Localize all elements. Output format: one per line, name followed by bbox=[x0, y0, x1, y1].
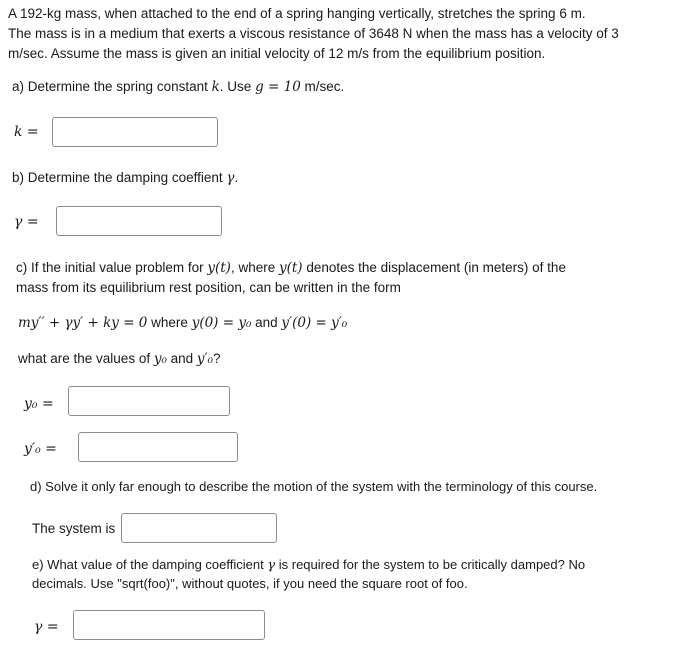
yp0-answer-input[interactable] bbox=[78, 432, 238, 462]
ode-initial-position: y(0) = y₀ bbox=[191, 315, 252, 331]
part-c-line-1 bbox=[16, 259, 566, 277]
critical-gamma-label: γ = bbox=[34, 619, 59, 635]
part-b-question-text: b) Determine the damping coeffient bbox=[12, 170, 227, 185]
y0-symbol: y₀ bbox=[153, 351, 167, 367]
ode-where: where bbox=[147, 315, 192, 330]
part-b-question-end: . bbox=[234, 170, 239, 185]
gamma-symbol-e: γ bbox=[267, 558, 276, 573]
gamma-answer-input[interactable] bbox=[56, 206, 222, 236]
part-c-line-1-suffix: denotes the displacement (in meters) of the bbox=[302, 260, 566, 275]
y0-answer-input[interactable] bbox=[68, 386, 230, 416]
problem-intro-line-2: The mass is in a medium that exerts a viscous resistance of 3648 N when the mass has a velocity of 3 bbox=[8, 26, 619, 41]
critical-gamma-input[interactable] bbox=[73, 610, 265, 640]
part-c-question bbox=[18, 350, 221, 368]
part-b-question bbox=[12, 169, 238, 187]
part-a-question bbox=[12, 78, 344, 96]
part-a-question-mid: . Use bbox=[219, 79, 256, 94]
y-of-t: y(t) bbox=[207, 260, 231, 276]
part-c-question-prefix: what are the values of bbox=[18, 351, 154, 366]
ode-initial-velocity: y′(0) = y′₀ bbox=[281, 315, 348, 331]
yp0-answer-label: y′₀ = bbox=[24, 441, 57, 457]
gamma-answer-label: γ = bbox=[14, 214, 39, 230]
part-c-question-and: and bbox=[166, 351, 197, 366]
k-answer-label: k = bbox=[14, 124, 39, 140]
y-of-t-2: y(t) bbox=[278, 260, 303, 276]
k-answer-input[interactable] bbox=[52, 117, 218, 147]
ode-equation bbox=[18, 314, 347, 332]
yp0-symbol: y′₀ bbox=[196, 351, 214, 367]
part-c-line-1-mid: , where bbox=[230, 260, 279, 275]
y0-answer-label: y₀ = bbox=[24, 396, 54, 412]
k-symbol: k bbox=[211, 79, 220, 95]
problem-intro-line-1: A 192-kg mass, when attached to the end of a spring hanging vertically, stretches the spring 6 m. bbox=[8, 6, 586, 21]
g-expression: g = 10 bbox=[255, 79, 301, 95]
problem-intro-line-3: m/sec. Assume the mass is given an initial velocity of 12 m/s from the equilibrium position. bbox=[8, 46, 546, 61]
part-e-line-1 bbox=[32, 556, 585, 574]
part-e-line-1-prefix: e) What value of the damping coefficient bbox=[32, 557, 268, 572]
gamma-symbol: γ bbox=[226, 170, 235, 186]
part-a-question-suffix: m/sec. bbox=[300, 79, 345, 94]
part-c-line-2: mass from its equilibrium rest position, can be written in the form bbox=[16, 280, 401, 295]
system-answer-label: The system is bbox=[32, 521, 116, 536]
part-a-question-prefix: a) Determine the spring constant bbox=[12, 79, 212, 94]
ode-left-side: my′′ + γy′ + ky = 0 bbox=[18, 315, 148, 331]
part-c-line-1-prefix: c) If the initial value problem for bbox=[16, 260, 208, 275]
ode-and: and bbox=[251, 315, 282, 330]
part-d-question: d) Solve it only far enough to describe the motion of the system with the terminology of this course. bbox=[30, 479, 598, 494]
part-e-line-2: decimals. Use "sqrt(foo)", without quotes, if you need the square root of foo. bbox=[32, 576, 468, 591]
part-e-line-1-suffix: is required for the system to be critically damped? No bbox=[275, 557, 586, 572]
part-c-question-end: ? bbox=[213, 351, 221, 366]
system-answer-input[interactable] bbox=[121, 513, 277, 543]
